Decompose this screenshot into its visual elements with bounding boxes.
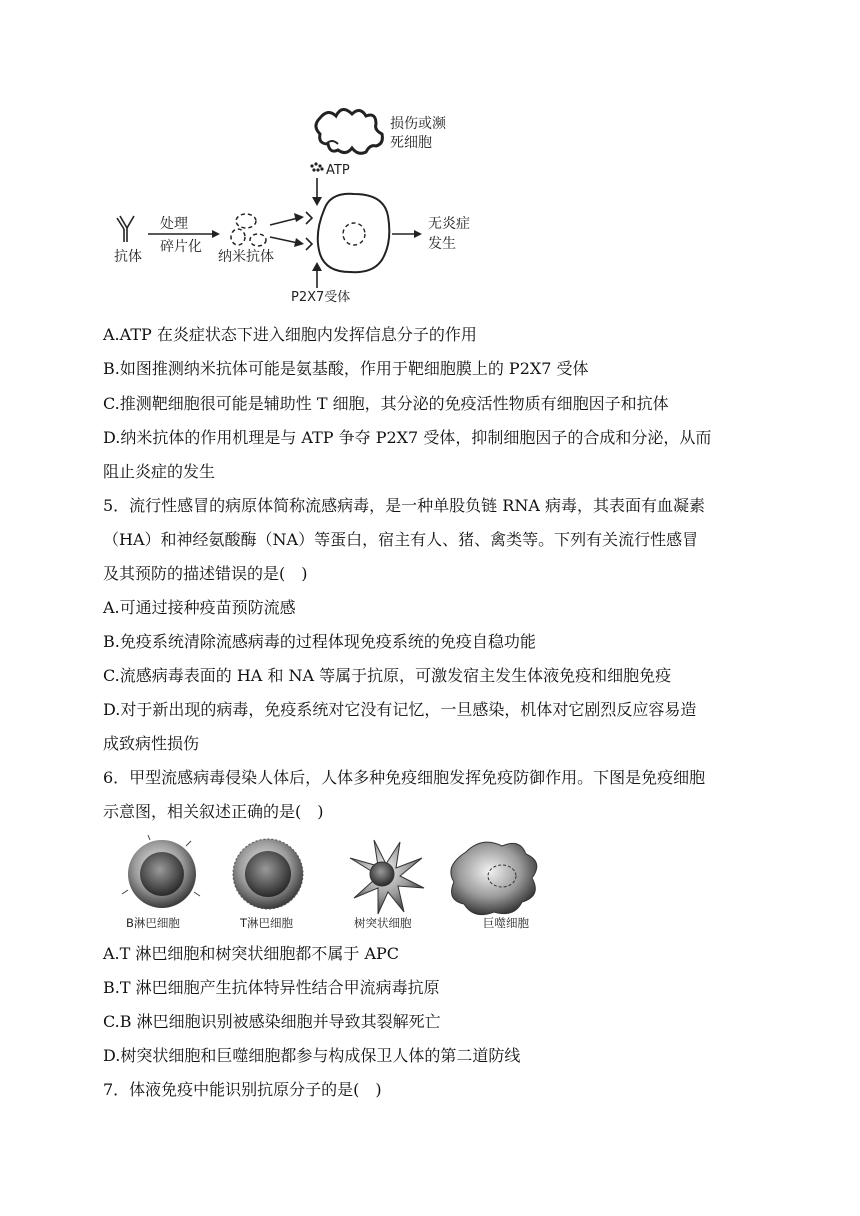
q5-option-d-cont: 成致病性损伤	[103, 734, 200, 753]
q4-option-a: A.ATP 在炎症状态下进入细胞内发挥信息分子的作用	[103, 325, 477, 344]
q6-option-c: C.B 淋巴细胞识别被感染细胞并导致其裂解死亡	[103, 1012, 441, 1031]
q6-option-d: D.树突状细胞和巨噬细胞都参与构成保卫人体的第二道防线	[103, 1046, 521, 1065]
q4-option-b: B.如图推测纳米抗体可能是氨基酸，作用于靶细胞膜上的 P2X7 受体	[103, 359, 589, 378]
p2x7-receptor-label: P2X7受体	[291, 290, 351, 305]
p2x7-receptors	[306, 212, 312, 250]
target-cell	[318, 194, 390, 272]
q6-stem-1: 6．甲型流感病毒侵染人体后，人体多种免疫细胞发挥免疫防御作用。下图是免疫细胞	[103, 768, 706, 787]
macrophage-image	[451, 842, 537, 915]
q5-stem-3: 及其预防的描述错误的是( )	[103, 564, 308, 583]
atp-label: ATP	[326, 163, 350, 178]
q4-option-d-cont: 阻止炎症的发生	[103, 462, 216, 481]
cell-label-t: T淋巴细胞	[240, 916, 294, 930]
result-label-1: 无炎症	[428, 216, 470, 232]
nanobody-mechanism-diagram	[108, 100, 488, 305]
q5-option-c: C.流感病毒表面的 HA 和 NA 等属于抗原，可激发宿主发生体液免疫和细胞免疫	[103, 666, 672, 685]
dendritic-cell-image	[350, 840, 424, 914]
nanobody-fragments	[231, 214, 266, 246]
cell-label-dendritic: 树突状细胞	[354, 916, 412, 930]
antibody-label: 抗体	[114, 249, 142, 265]
q4-option-c: C.推测靶细胞很可能是辅助性 T 细胞，其分泌的免疫活性物质有细胞因子和抗体	[103, 394, 669, 413]
target-cell-nucleus	[343, 223, 365, 245]
damaged-cell-label-1: 损伤或濒	[390, 116, 446, 132]
q4-option-d: D.纳米抗体的作用机理是与 ATP 争夺 P2X7 受体，抑制细胞因子的合成和分泌，从而	[103, 428, 712, 447]
q5-option-b: B.免疫系统清除流感病毒的过程体现免疫系统的免疫自稳功能	[103, 632, 536, 651]
cell-label-macrophage: 巨噬细胞	[483, 916, 529, 930]
q5-option-d: D.对于新出现的病毒，免疫系统对它没有记忆，一旦感染，机体对它剧烈反应容易造	[103, 700, 697, 719]
q6-stem-2: 示意图，相关叙述正确的是( )	[103, 802, 324, 821]
process-label-1: 处理	[160, 216, 188, 232]
cell-label-b: B淋巴细胞	[126, 916, 180, 930]
antibody-icon	[117, 216, 134, 242]
q5-option-a: A.可通过接种疫苗预防流感	[103, 598, 296, 617]
q6-option-a: A.T 淋巴细胞和树突状细胞都不属于 APC	[103, 944, 400, 963]
q5-stem-2: （HA）和神经氨酸酶（NA）等蛋白，宿主有人、猪、禽类等。下列有关流行性感冒	[103, 530, 699, 549]
result-label-2: 发生	[428, 236, 456, 252]
atp-particles	[310, 162, 323, 171]
damaged-cell-shape	[316, 109, 382, 153]
b-lymphocyte-image	[122, 835, 200, 908]
nanobody-label: 纳米抗体	[218, 249, 274, 265]
q6-option-b: B.T 淋巴细胞产生抗体特异性结合甲流病毒抗原	[103, 978, 440, 997]
t-lymphocyte-image	[233, 839, 303, 909]
damaged-cell-label-2: 死细胞	[390, 135, 432, 151]
process-label-2: 碎片化	[160, 239, 202, 255]
q5-stem-1: 5．流行性感冒的病原体简称流感病毒，是一种单股负链 RNA 病毒，其表面有血凝素	[103, 496, 705, 515]
q7-stem: 7．体液免疫中能识别抗原分子的是( )	[103, 1080, 382, 1099]
